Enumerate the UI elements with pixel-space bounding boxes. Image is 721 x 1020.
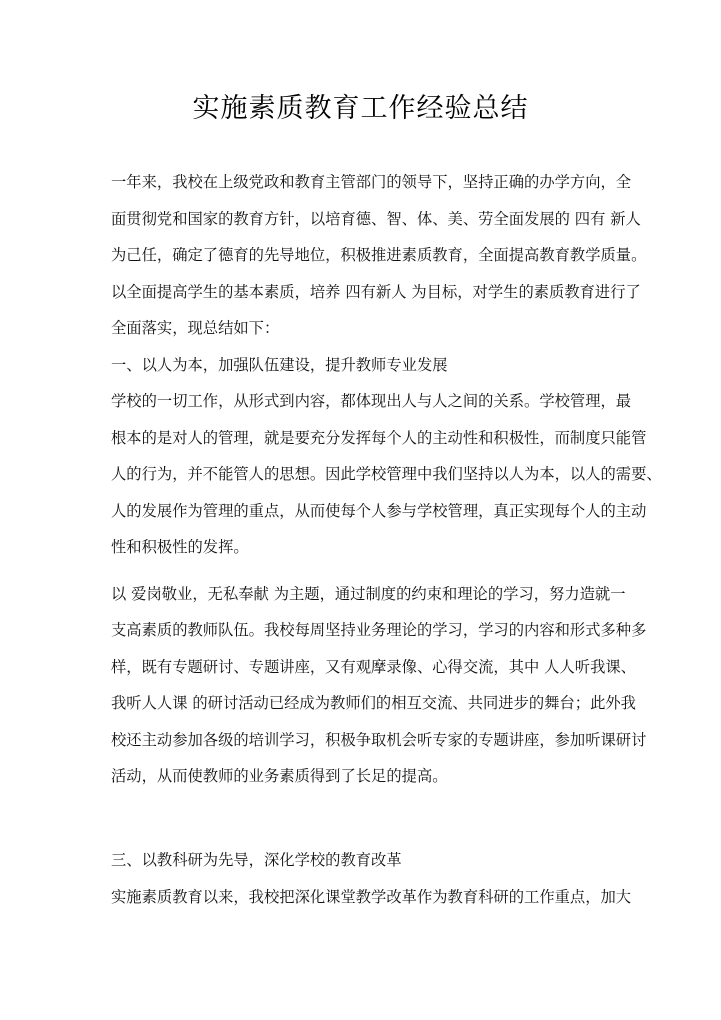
- paragraph-line: 样，既有专题研讨、专题讲座，又有观摩录像、心得交流，其中 人人听我课、: [111, 658, 636, 676]
- paragraph-line: 根本的是对人的管理，就是要充分发挥每个人的主动性和积极性，而制度只能管: [111, 429, 647, 447]
- paragraph-line: 人的行为，并不能管人的思想。因此学校管理中我们坚持以人为本，以人的需要、: [111, 465, 662, 483]
- paragraph-line: 学校的一切工作，从形式到内容，都体现出人与人之间的关系。学校管理，最: [111, 392, 632, 410]
- document-title: 实施素质教育工作经验总结: [192, 93, 529, 124]
- paragraph-line: 一年来，我校在上级党政和教育主管部门的领导下，坚持正确的办学方向，全: [111, 173, 632, 191]
- paragraph-line: 实施素质教育以来，我校把深化课堂教学改革作为教育科研的工作重点，加大: [111, 888, 632, 906]
- paragraph-line: 支高素质的教师队伍。我校每周坚持业务理论的学习，学习的内容和形式多种多: [111, 621, 647, 639]
- paragraph-line: 以 爱岗敬业，无私奉献 为主题，通过制度的约束和理论的学习，努力造就一: [111, 585, 626, 603]
- paragraph-line: 校还主动参加各级的培训学习，积极争取机会听专家的专题讲座，参加听课研讨: [111, 731, 647, 749]
- paragraph-line: 以全面提高学生的基本素质，培养 四有新人 为目标，对学生的素质教育进行了: [111, 283, 641, 301]
- paragraph-line: 一、以人为本，加强队伍建设，提升教师专业发展: [111, 356, 448, 374]
- paragraph-line: 活动，从而使教师的业务素质得到了长足的提高。: [111, 767, 448, 785]
- paragraph-line: 为己任，确定了德育的先导地位，积极推进素质教育，全面提高教育教学质量。: [111, 246, 647, 264]
- paragraph-line: 三、以教科研为先导，深化学校的教育改革: [111, 851, 402, 869]
- paragraph-line: 全面落实，现总结如下：: [111, 319, 280, 337]
- paragraph-line: 性和积极性的发挥。: [111, 538, 249, 556]
- paragraph-line: 我听人人课 的研讨活动已经成为教师们的相互交流、共同进步的舞台；此外我: [111, 694, 636, 712]
- paragraph-line: 人的发展作为管理的重点，从而使每个人参与学校管理，真正实现每个人的主动: [111, 502, 647, 520]
- paragraph-line: 面贯彻党和国家的教育方针，以培育德、智、体、美、劳全面发展的 四有 新人: [111, 210, 641, 228]
